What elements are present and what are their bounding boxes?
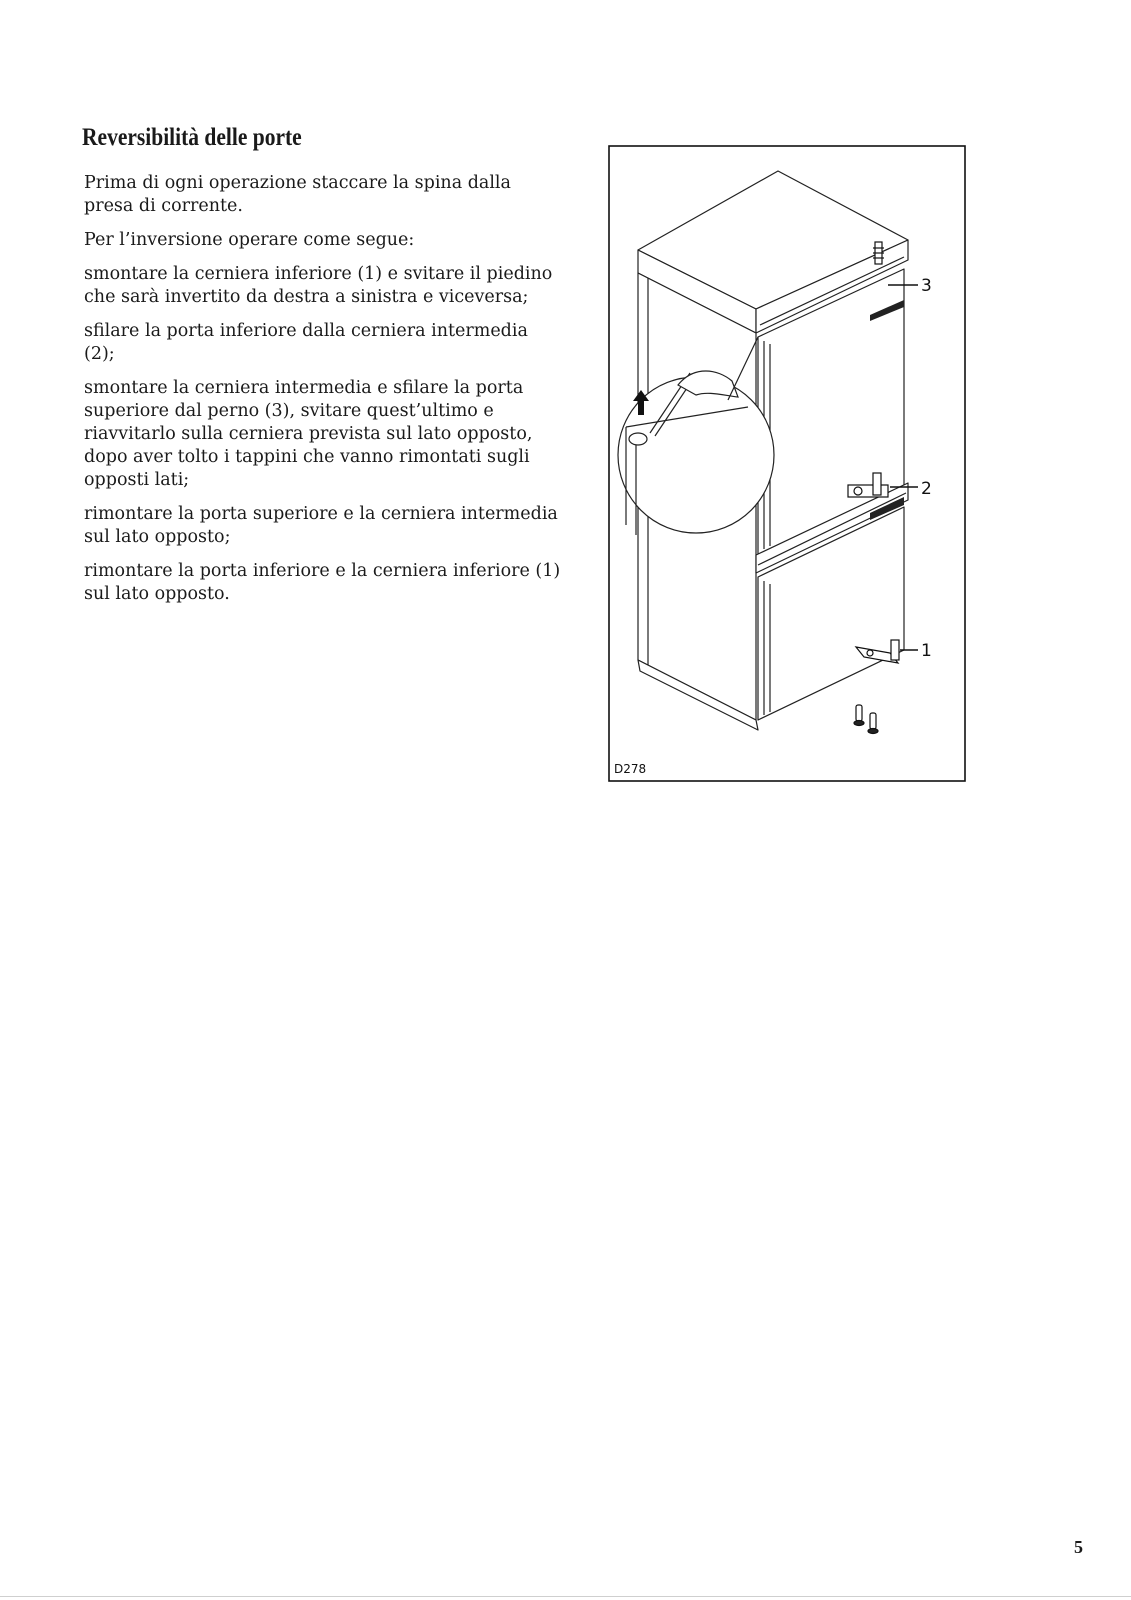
step-1: smontare la cerniera inferiore (1) e svitare il piedino che sarà invertito da destra a sinistra e viceversa; xyxy=(84,264,553,307)
intro-paragraph: Prima di ogni operazione staccare la spina dalla presa di corrente. xyxy=(84,173,511,216)
step-3: smontare la cerniera intermedia e sfilare la porta superiore dal perno (3), svitare quest’ultimo e riavvitarlo sulla cerniera prevista sul lato opposto, dopo aver tolto i tappini che vanno rimontati sugli opposti lati; xyxy=(84,378,533,490)
fridge-diagram xyxy=(608,145,966,782)
page-title: Reversibilità delle porte xyxy=(82,124,302,151)
step-5: rimontare la porta inferiore e la cerniera inferiore (1) sul lato opposto. xyxy=(84,561,561,604)
page-number: 5 xyxy=(1074,1537,1083,1557)
door-reversal-illustration xyxy=(608,145,966,782)
instructions-text xyxy=(84,172,564,617)
bottom-rule xyxy=(0,1596,1131,1597)
step-4: rimontare la porta superiore e la cerniera intermedia sul lato opposto; xyxy=(84,504,558,547)
callout-2: 2 xyxy=(921,479,932,499)
top-pin-icon xyxy=(873,242,884,264)
procedure-intro: Per l’inversione operare come segue: xyxy=(84,230,415,250)
step-2: sfilare la porta inferiore dalla cerniera intermedia (2); xyxy=(84,321,528,364)
screws-icon xyxy=(854,705,878,734)
callout-1: 1 xyxy=(921,641,932,661)
figure-code: D278 xyxy=(614,762,647,776)
callout-3: 3 xyxy=(921,276,932,296)
